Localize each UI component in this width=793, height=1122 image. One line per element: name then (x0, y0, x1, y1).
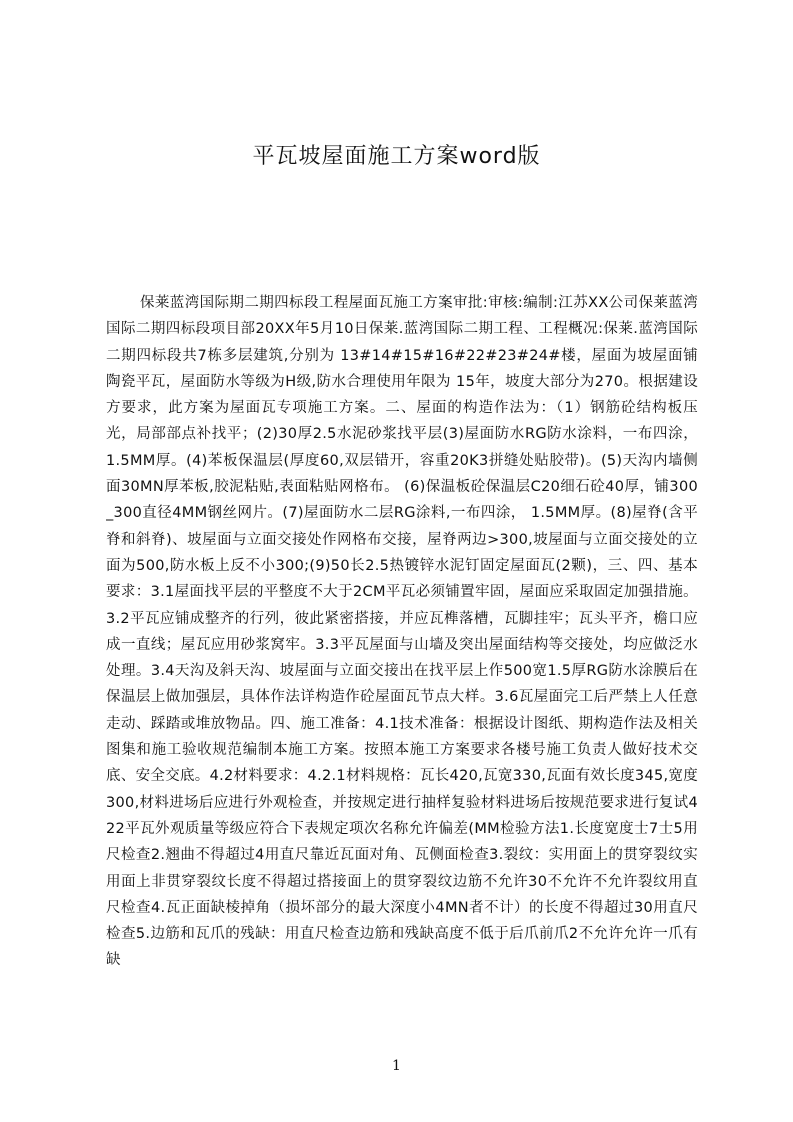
document-body-paragraph: 保莱蓝湾国际期二期四标段工程屋面瓦施工方案审批:审核:编制:江苏XX公司保莱蓝湾国际二期四标段项目部20XX年5月10日保莱.蓝湾国际二期工程、工程概况:保莱.蓝湾国际二期四标段共7栋多层建筑,分别为 13#14#15#16#22#23#24#楼，屋面为坡屋面铺陶瓷平瓦，屋面防水等级为H级,防水合理使用年限为 15年，坡度大部分为270。根据建设方要求，此方案为屋面瓦专项施工方案。二、屋面的构造作法为：（1）钢筋砼结构板压光，局部部点补找平；(2)30厚2.5水泥砂浆找平层(3)屋面防水RG防水涂料，一布四涂，1.5MM厚。(4)苯板保温层(厚度60,双层错开，容重20K3拼缝处贴胶带)。(5)天沟内墙侧面30MN厚苯板,胶泥粘贴,表面粘贴网格布。 (6)保温板砼保温层C20细石砼40厚，铺300_300直径4MM钢丝网片。(7)屋面防水二层RG涂料,一布四涂， 1.5MM厚。(8)屋脊(含平脊和斜脊)、坡屋面与立面交接处作网格布交接，屋脊两边>300,坡屋面与立面交接处的立面为500,防水板上反不小300;(9)50长2.5热镀锌水泥钉固定屋面瓦(2颗)，三、四、基本要求：3.1屋面找平层的平整度不大于2CM平瓦必须铺置牢固，屋面应采取固定加强措施。3.2平瓦应铺成整齐的行列，彼此紧密搭接，并应瓦榫落槽，瓦脚挂牢；瓦头平齐，檐口应成一直线；屋瓦应用砂浆窝牢。3.3平瓦屋面与山墙及突出屋面结构等交接处，均应做泛水处理。3.4天沟及斜天沟、坡屋面与立面交接出在找平层上作500宽1.5厚RG防水涂膜后在保温层上做加强层，具体作法详构造作砼屋面瓦节点大样。3.6瓦屋面完工后严禁上人任意走动、踩踏或堆放物品。四、施工准备：4.1技术准备：根据设计图纸、期构造作法及相关图集和施工验收规范编制本施工方案。按照本施工方案要求各楼号施工负责人做好技术交底、安全交底。4.2材料要求：4.2.1材料规格：瓦长420,瓦宽330,瓦面有效长度345,宽度300,材料进场后应进行外观检查，并按规定进行抽样复验材料进场后按规范要求进行复试422平瓦外观质量等级应符合下表规定项次名称允许偏差(MM检验方法1.长度宽度士7士5用尺检查2.翘曲不得超过4用直尺靠近瓦面对角、瓦侧面检查3.裂纹：实用面上的贯穿裂纹实用面上非贯穿裂纹长度不得超过搭接面上的贯穿裂纹边筋不允许30不允许不允许裂纹用直尺检查4.瓦正面缺棱掉角（损坏部分的最大深度小4MN者不计）的长度不得超过30用直尺检查5.边筋和瓦爪的残缺：用直尺检查边筋和残缺高度不低于后爪前爪2不允许允许一爪有缺 (106, 295, 698, 969)
document-title: 平瓦坡屋面施工方案word版 (252, 144, 541, 169)
page-number: 1 (392, 1058, 401, 1074)
